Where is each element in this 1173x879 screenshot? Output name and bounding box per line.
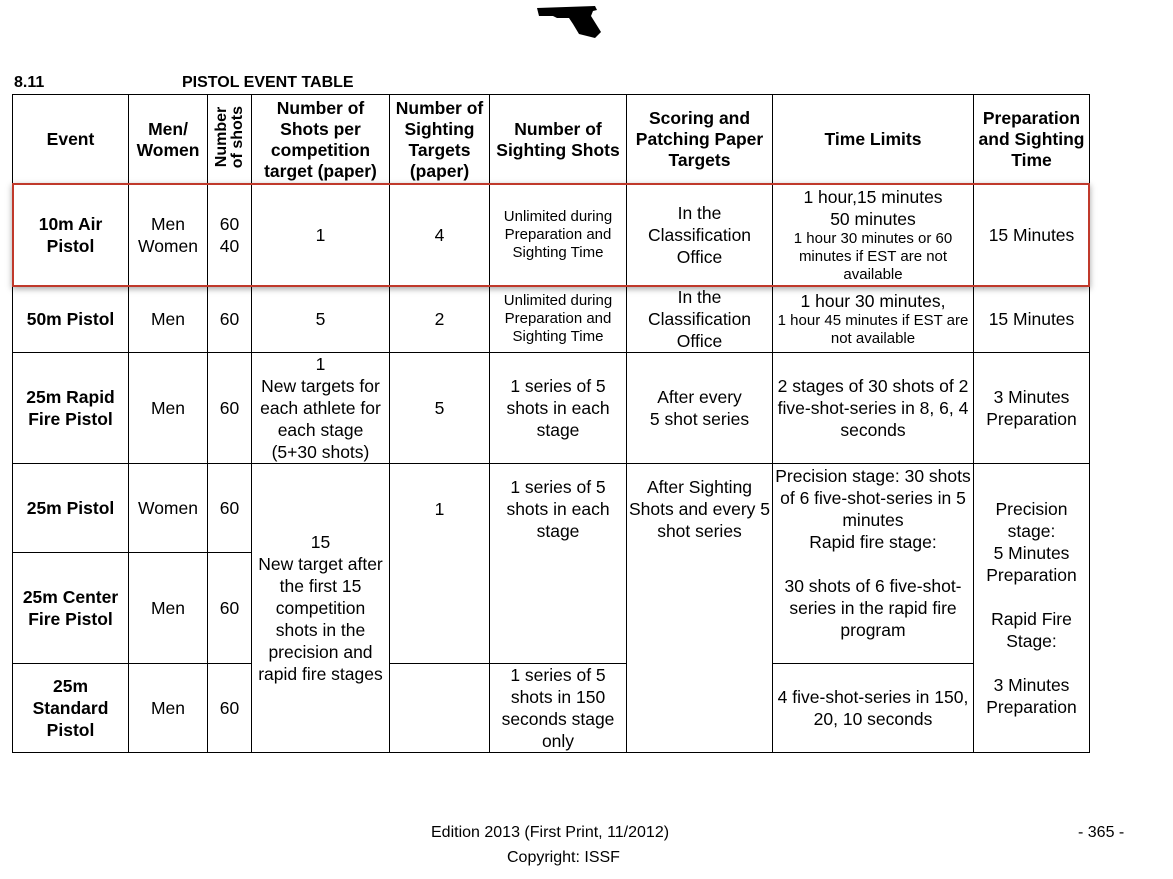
preparation: 3 Minutes Preparation	[974, 353, 1090, 464]
section-title: PISTOL EVENT TABLE	[182, 74, 354, 91]
sighting-shots: Unlimited during Preparation and Sighting Time	[490, 185, 627, 286]
page-number: - 365 -	[1078, 824, 1125, 841]
pistol-icon	[535, 2, 605, 40]
time-limits	[773, 286, 974, 353]
header-gender: Men/ Women	[129, 95, 208, 185]
event-name: 25m Pistol	[13, 464, 129, 553]
sighting-targets: 1	[390, 464, 490, 664]
time-limits: 2 stages of 30 shots of 2 five-shot-series in 8, 6, 4 seconds	[773, 353, 974, 464]
header-shots	[208, 95, 252, 185]
sighting-targets: 5	[390, 353, 490, 464]
scoring: After every 5 shot series	[627, 353, 773, 464]
event-name: 25m Center Fire Pistol	[13, 553, 129, 664]
event-name: 25m Standard Pistol	[13, 664, 129, 753]
header-scoring: Scoring and Patching Paper Targets	[627, 95, 773, 185]
time-limits	[773, 464, 974, 664]
shots-per-target: 5	[252, 286, 390, 353]
event-name: 10m Air Pistol	[13, 185, 129, 286]
preparation: 15 Minutes	[974, 286, 1090, 353]
sighting-targets	[390, 664, 490, 753]
sighting-shots: 1 series of 5 shots in 150 seconds stage only	[490, 664, 627, 753]
shots: 60	[208, 664, 252, 753]
shots: 60	[208, 286, 252, 353]
header-shots-per-target: Number of Shots per competition target (paper)	[252, 95, 390, 185]
header-sighting-targets: Number of Sighting Targets (paper)	[390, 95, 490, 185]
sighting-shots: 1 series of 5 shots in each stage	[490, 464, 627, 664]
scoring: In the Classification Office	[627, 286, 773, 353]
table-row	[13, 664, 1090, 753]
shots: 60	[208, 553, 252, 664]
footer-copyright: Copyright: ISSF	[507, 849, 620, 866]
gender: Men	[129, 353, 208, 464]
gender: Men	[129, 553, 208, 664]
event-name: 25m Rapid Fire Pistol	[13, 353, 129, 464]
table-row	[13, 286, 1090, 353]
shots: 60	[208, 353, 252, 464]
header-sighting-shots: Number of Sighting Shots	[490, 95, 627, 185]
time-limits-main: 1 hour,15 minutes 50 minutes	[803, 187, 943, 229]
table-row	[13, 353, 1090, 464]
event-name: 50m Pistol	[13, 286, 129, 353]
header-event: Event	[13, 95, 129, 185]
shots-per-target: 1 New targets for each athlete for each stage (5+30 shots)	[252, 353, 390, 464]
time-limits-main: 1 hour 30 minutes,	[800, 291, 946, 311]
sighting-shots: Unlimited during Preparation and Sighting Time	[490, 286, 627, 353]
sighting-targets: 4	[390, 185, 490, 286]
shots: 60	[208, 464, 252, 553]
time-limits-precision: Precision stage: 30 shots of 6 five-shot-series in 5 minutes Rapid fire stage:	[775, 466, 971, 552]
pistol-event-table	[12, 94, 1090, 753]
scoring: In the Classification Office	[627, 185, 773, 286]
shots-per-target: 15 New target after the first 15 competition shots in the precision and rapid fire stages	[252, 464, 390, 753]
section-number: 8.11	[14, 74, 45, 91]
header-time-limits: Time Limits	[773, 95, 974, 185]
gender: Women	[129, 464, 208, 553]
sighting-shots: 1 series of 5 shots in each stage	[490, 353, 627, 464]
table-row	[13, 464, 1090, 553]
time-limits-note: 1 hour 30 minutes or 60 minutes if EST are not available	[793, 230, 953, 283]
preparation: Precision stage: 5 Minutes Preparation Rapid Fire Stage: 3 Minutes Preparation	[974, 464, 1090, 753]
header-preparation: Preparation and Sighting Time	[974, 95, 1090, 185]
shots-per-target: 1	[252, 185, 390, 286]
sighting-targets: 2	[390, 286, 490, 353]
footer-edition: Edition 2013 (First Print, 11/2012)	[431, 824, 670, 841]
gender: Men	[129, 664, 208, 753]
shots: 60 40	[208, 185, 252, 286]
header-shots-label: Number of shots	[212, 105, 246, 169]
preparation: 15 Minutes	[974, 185, 1090, 286]
table-row	[13, 185, 1090, 286]
gender: Men Women	[129, 185, 208, 286]
time-limits	[773, 185, 974, 286]
time-limits-rapid: 30 shots of 6 five-shot-series in the rapid fire program	[784, 576, 962, 640]
header-row	[13, 95, 1090, 185]
gender: Men	[129, 286, 208, 353]
scoring: After Sighting Shots and every 5 shot series	[627, 464, 773, 753]
time-limits: 4 five-shot-series in 150, 20, 10 seconds	[773, 664, 974, 753]
time-limits-note: 1 hour 45 minutes if EST are not available	[777, 312, 969, 347]
